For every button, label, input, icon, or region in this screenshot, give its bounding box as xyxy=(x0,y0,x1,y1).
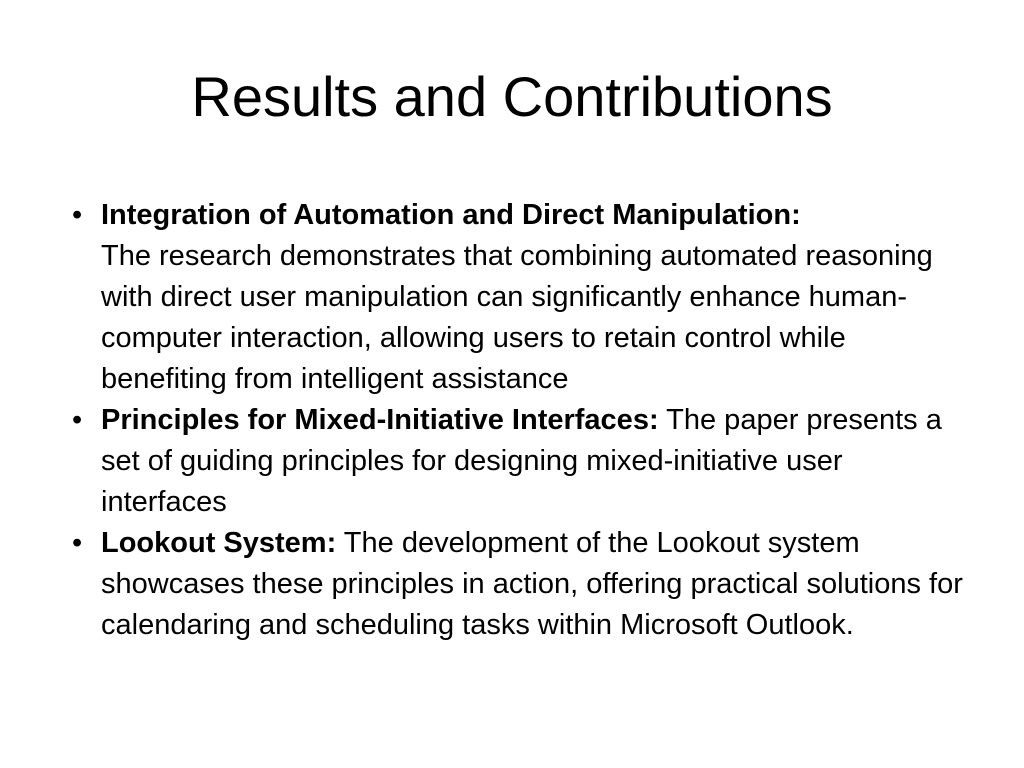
bullet-heading: Lookout System: xyxy=(101,527,337,559)
bullet-text: The development of the Lookout system showcases these principles in action, offering practical solutions for calendaring and scheduling tasks within Microsoft Outlook. xyxy=(101,527,963,641)
bullet-marker: • xyxy=(72,404,83,436)
bullet-item xyxy=(72,400,972,523)
bullet-heading: Integration of Automation and Direct Manipulation: xyxy=(101,199,801,231)
bullet-item xyxy=(72,195,972,400)
bullet-text: The research demonstrates that combining automated reasoning with direct user manipulation can significantly enhance human-computer interaction, allowing users to retain control while benefiting from intelligent assistance xyxy=(101,240,933,395)
bullet-list xyxy=(72,195,972,646)
bullet-heading: Principles for Mixed-Initiative Interfaces: xyxy=(101,404,659,436)
bullet-item xyxy=(72,523,972,646)
bullet-marker: • xyxy=(72,199,83,231)
bullet-marker: • xyxy=(72,527,83,559)
bullet-text: The paper presents a set of guiding principles for designing mixed-initiative user interfaces xyxy=(101,404,942,518)
slide-title: Results and Contributions xyxy=(191,65,833,128)
